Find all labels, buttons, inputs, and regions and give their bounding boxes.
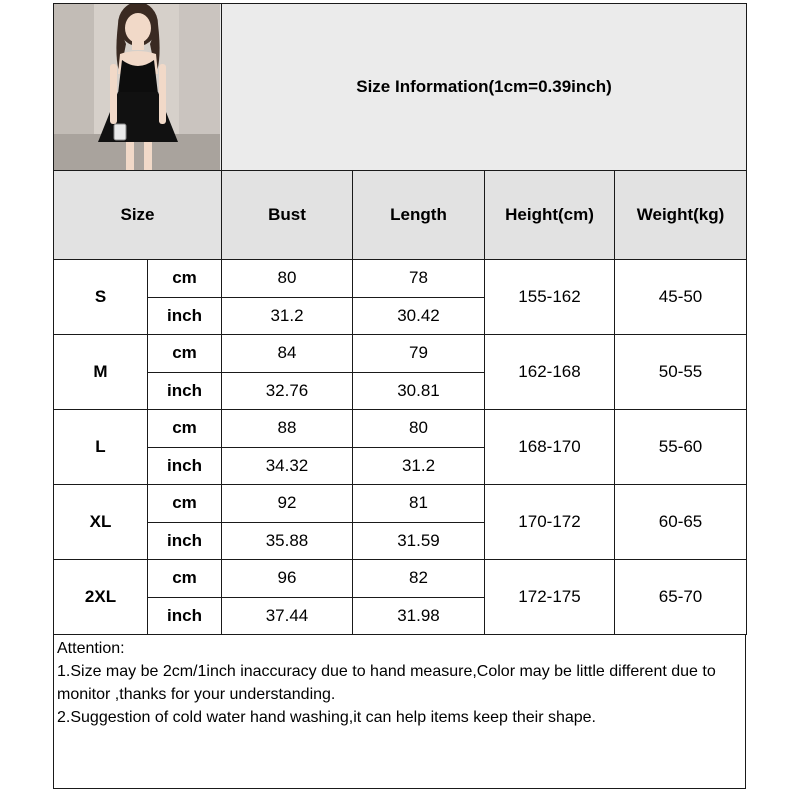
bust-inch: 37.44 <box>222 597 353 635</box>
attention-notes <box>53 635 746 789</box>
weight-range: 55-60 <box>615 410 747 485</box>
unit-inch: inch <box>148 372 222 410</box>
length-cm: 82 <box>353 560 485 598</box>
bust-cm: 84 <box>222 335 353 373</box>
size-label: 2XL <box>54 560 148 635</box>
product-photo-cell <box>54 4 222 171</box>
bust-cm: 80 <box>222 260 353 298</box>
height-range: 168-170 <box>485 410 615 485</box>
length-cm: 78 <box>353 260 485 298</box>
bust-cm: 92 <box>222 485 353 523</box>
unit-inch: inch <box>148 522 222 560</box>
header-height: Height(cm) <box>485 171 615 260</box>
length-cm: 80 <box>353 410 485 448</box>
bust-inch: 34.32 <box>222 447 353 485</box>
table-row <box>54 410 747 448</box>
weight-range: 45-50 <box>615 260 747 335</box>
length-cm: 81 <box>353 485 485 523</box>
unit-cm: cm <box>148 260 222 298</box>
unit-cm: cm <box>148 560 222 598</box>
bust-cm: 96 <box>222 560 353 598</box>
size-label: M <box>54 335 148 410</box>
unit-inch: inch <box>148 597 222 635</box>
weight-range: 50-55 <box>615 335 747 410</box>
model-in-black-dress-image <box>54 4 220 170</box>
note-measurement: 1.Size may be 2cm/1inch inaccuracy due to hand measure,Color may be little different due to monitor ,thanks for your understanding. <box>57 663 716 703</box>
header-length: Length <box>353 171 485 260</box>
notes-heading: Attention: <box>57 640 125 657</box>
table-row <box>54 560 747 598</box>
size-table <box>53 3 747 635</box>
header-bust: Bust <box>222 171 353 260</box>
table-row <box>54 260 747 298</box>
bust-inch: 31.2 <box>222 297 353 335</box>
height-range: 170-172 <box>485 485 615 560</box>
unit-cm: cm <box>148 335 222 373</box>
weight-range: 65-70 <box>615 560 747 635</box>
length-inch: 30.42 <box>353 297 485 335</box>
weight-range: 60-65 <box>615 485 747 560</box>
length-inch: 31.59 <box>353 522 485 560</box>
table-row <box>54 485 747 523</box>
length-inch: 31.2 <box>353 447 485 485</box>
unit-inch: inch <box>148 297 222 335</box>
height-range: 172-175 <box>485 560 615 635</box>
table-row <box>54 335 747 373</box>
size-label: L <box>54 410 148 485</box>
size-label: S <box>54 260 148 335</box>
size-chart <box>53 3 746 799</box>
height-range: 162-168 <box>485 335 615 410</box>
unit-cm: cm <box>148 485 222 523</box>
length-inch: 30.81 <box>353 372 485 410</box>
header-weight: Weight(kg) <box>615 171 747 260</box>
unit-cm: cm <box>148 410 222 448</box>
length-inch: 31.98 <box>353 597 485 635</box>
bust-cm: 88 <box>222 410 353 448</box>
bust-inch: 35.88 <box>222 522 353 560</box>
chart-title: Size Information(1cm=0.39inch) <box>222 4 747 171</box>
height-range: 155-162 <box>485 260 615 335</box>
header-size: Size <box>54 171 222 260</box>
length-cm: 79 <box>353 335 485 373</box>
product-photo <box>54 4 220 170</box>
size-label: XL <box>54 485 148 560</box>
note-washing: 2.Suggestion of cold water hand washing,it can help items keep their shape. <box>57 709 596 726</box>
bust-inch: 32.76 <box>222 372 353 410</box>
unit-inch: inch <box>148 447 222 485</box>
